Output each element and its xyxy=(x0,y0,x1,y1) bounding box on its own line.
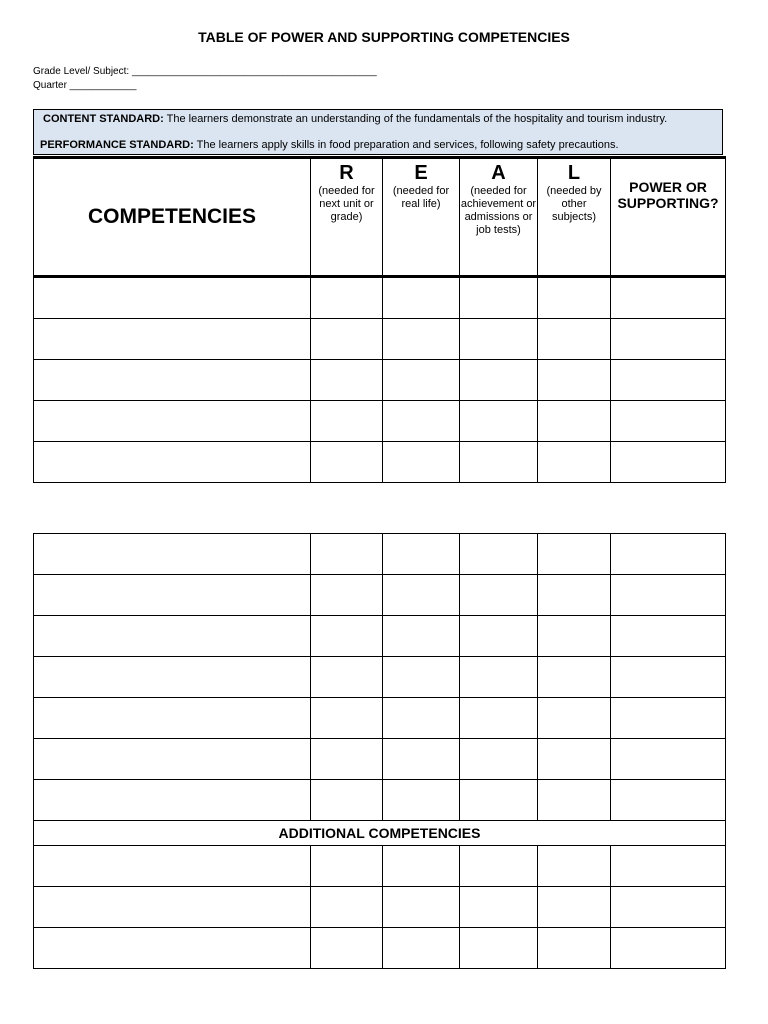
table-header-row xyxy=(34,158,726,277)
quarter-field: Quarter ____________ xyxy=(33,80,137,91)
table-row xyxy=(34,319,726,360)
table-row xyxy=(34,360,726,401)
r-letter: R xyxy=(339,162,354,184)
competencies-header: COMPETENCIES xyxy=(34,158,311,277)
page-title: TABLE OF POWER AND SUPPORTING COMPETENCIES xyxy=(198,29,570,45)
e-letter: E xyxy=(414,162,428,184)
e-description: (needed for real life) xyxy=(392,185,450,210)
power-header: POWER OR SUPPORTING? xyxy=(611,158,726,277)
l-header xyxy=(538,158,611,277)
a-header xyxy=(460,158,538,277)
table-row xyxy=(34,887,726,928)
r-header xyxy=(311,158,383,277)
a-letter: A xyxy=(491,162,506,184)
content-standard-text: The learners demonstrate an understanding of the fundamentals of the hospitality and tourism industry. xyxy=(163,113,668,125)
standards-box xyxy=(33,109,723,155)
content-standard xyxy=(43,113,667,125)
table-row xyxy=(34,780,726,821)
a-description: (needed for achievement or admissions or job tests) xyxy=(460,185,537,236)
additional-competencies-label: ADDITIONAL COMPETENCIES xyxy=(34,821,726,846)
table-row xyxy=(34,575,726,616)
l-description: (needed by other subjects) xyxy=(546,185,602,223)
performance-standard xyxy=(40,139,619,151)
grade-level-field: Grade Level/ Subject: ____________________________________________ xyxy=(33,66,377,77)
content-standard-label: CONTENT STANDARD: xyxy=(43,113,164,125)
performance-standard-text: The learners apply skills in food preparation and services, following safety precautions. xyxy=(193,139,619,151)
l-letter: L xyxy=(567,162,581,184)
table-row xyxy=(34,928,726,969)
table-row xyxy=(34,442,726,483)
table-row xyxy=(34,616,726,657)
table-row xyxy=(34,534,726,575)
competencies-table xyxy=(33,156,726,483)
additional-competencies-row xyxy=(34,821,726,846)
table-row xyxy=(34,739,726,780)
performance-standard-label: PERFORMANCE STANDARD: xyxy=(40,139,194,151)
table-row xyxy=(34,657,726,698)
e-header xyxy=(383,158,460,277)
competencies-table-continued xyxy=(33,533,726,969)
r-description: (needed for next unit or grade) xyxy=(318,185,375,223)
table-row xyxy=(34,846,726,887)
table-row xyxy=(34,401,726,442)
table-row xyxy=(34,698,726,739)
table-row xyxy=(34,277,726,319)
